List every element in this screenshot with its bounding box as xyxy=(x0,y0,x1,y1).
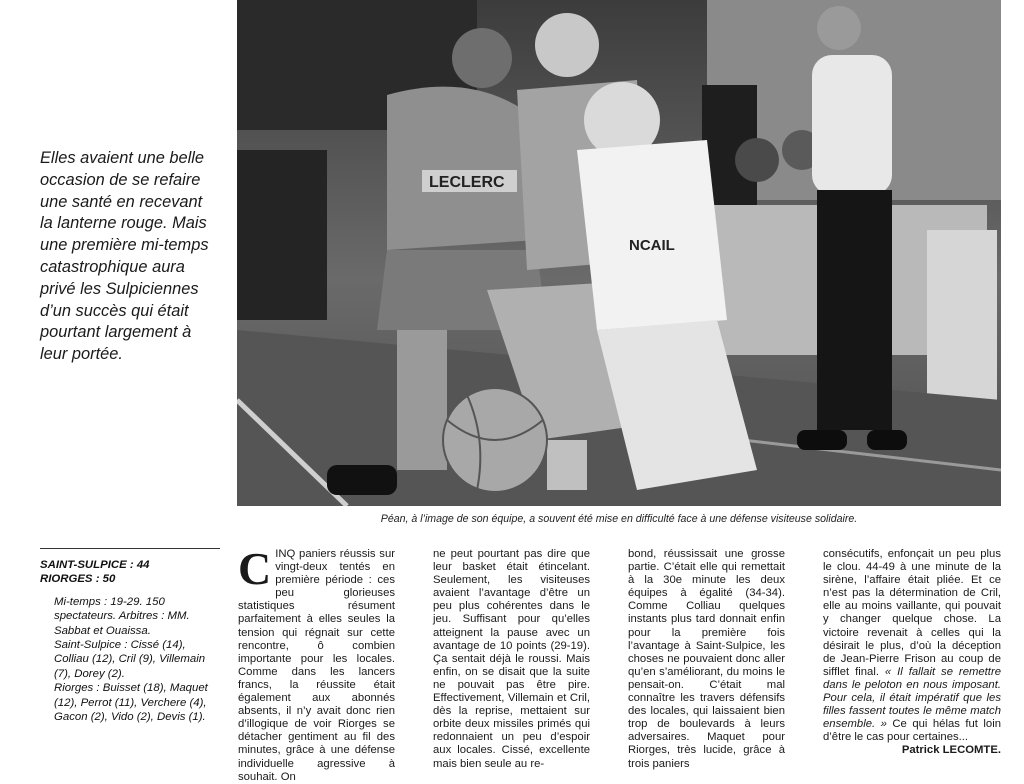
article-text-4a: consécutifs, enfonçait un peu plus le clou. 44-49 à une minute de la sirène, l’affaire était pliée. Et ce n’est pas la détermination de Cril, elle au moins vaillante, qui pouvait y changer quelque chose. La victoire revenait à celles qui la désirait le plus, d’où la déception de Jean-Pierre Frison au coup de sifflet final. xyxy=(823,548,1001,678)
scorebox-team-away: RIORGES : 50 xyxy=(40,573,116,586)
scorebox-halftime: Mi-temps : 19-29. 150 spectateurs. Arbitres : MM. Sabbat et Ouaissa. xyxy=(54,595,190,637)
photo-caption: Péan, à l’image de son équipe, a souvent été mise en difficulté face à une défense visiteuse solidaire. xyxy=(380,513,858,525)
article-column-2: ne peut pourtant pas dire que leur basket était étincelant. Seulement, les visiteuses avaient l’avantage d’être un peu plus cohérentes dans le jeu. Suffisant pour qu’elles atteignent la pause avec un avantage de 10 points (29-19). Ça sentait déjà le roussi. Mais enfin, on se disait que la suite ne pouvait pas être pire. Effectivement, Villemain et Cril, dès la reprise, mettaient sur orbite deux missiles primés qui redonnaient un peu d’espoir aux locales. Cissé, excellente mais bien seule au re- xyxy=(433,548,590,770)
article-text-4b: Ce qui hélas fut loin d’être le cas pour certaines... xyxy=(823,718,1001,744)
scorebox-divider xyxy=(40,548,220,549)
scorebox-scorers-away: Riorges : Buisset (18), Maquet (12), Perrot (11), Verchere (4), Gacon (2), Vido (2), Devis (1). xyxy=(54,682,208,724)
article-column-3: bond, réussissait une grosse partie. C’était elle qui remettait à la 30e minute les deux équipes à égalité (34-34). Comme Colliau quelques instants plus tard donnait enfin pour la première fois l’avantage à Saint-Sulpice, les choses ne pouvaient donc aller qu’en s’améliorant, du moins le pensait-on. C’était mal connaître les travers défensifs des locales, qui laissaient bien trop de boulevards à leurs adversaires. Maquet pour Riorges, très lucide, grâce à trois paniers xyxy=(628,548,785,770)
scorebox-scorers-home: Saint-Sulpice : Cissé (14), Colliau (12), Cril (9), Villemain (7), Dorey (2). xyxy=(54,639,206,680)
scorebox xyxy=(40,558,218,724)
jersey-text-left: LECLERC xyxy=(429,174,505,191)
article-quote: « Il fallait se remettre dans le peloton en nous imposant. Pour cela, il était impératif que les filles fassent toutes le même match ensemble. » xyxy=(823,665,1001,731)
scorebox-team-home: SAINT-SULPICE : 44 xyxy=(40,559,150,571)
basketball-photo xyxy=(237,0,1001,506)
article-lede: Elles avaient une belle occasion de se refaire une santé en recevant la lanterne rouge. Mais une première mi-temps catastrophique aura privé les Sulpiciennes d’un succès qui était pourtant largement à leur portée. xyxy=(40,149,209,364)
jersey-text-right: NCAIL xyxy=(629,237,675,254)
drop-cap: C xyxy=(238,543,272,594)
article-text-1: INQ paniers réussis sur vingt-deux tentés en première période : ces peu glorieuses statistiques résument parfaitement à elles seules la tension qui régnait sur cette rencontre, ô combien importante pour les locales. Comme dans les lancers francs, la réussite était également aux abonnés absents, il n’y avait donc rien d’illogique de voir Riorges se détacher gentiment au fil des minutes, grâce à une défense individuelle agressive à souhait. On xyxy=(238,548,395,783)
article-column-1 xyxy=(238,543,395,784)
article-signature: Patrick LECOMTE. xyxy=(901,744,1001,757)
article-column-4 xyxy=(823,548,1001,758)
